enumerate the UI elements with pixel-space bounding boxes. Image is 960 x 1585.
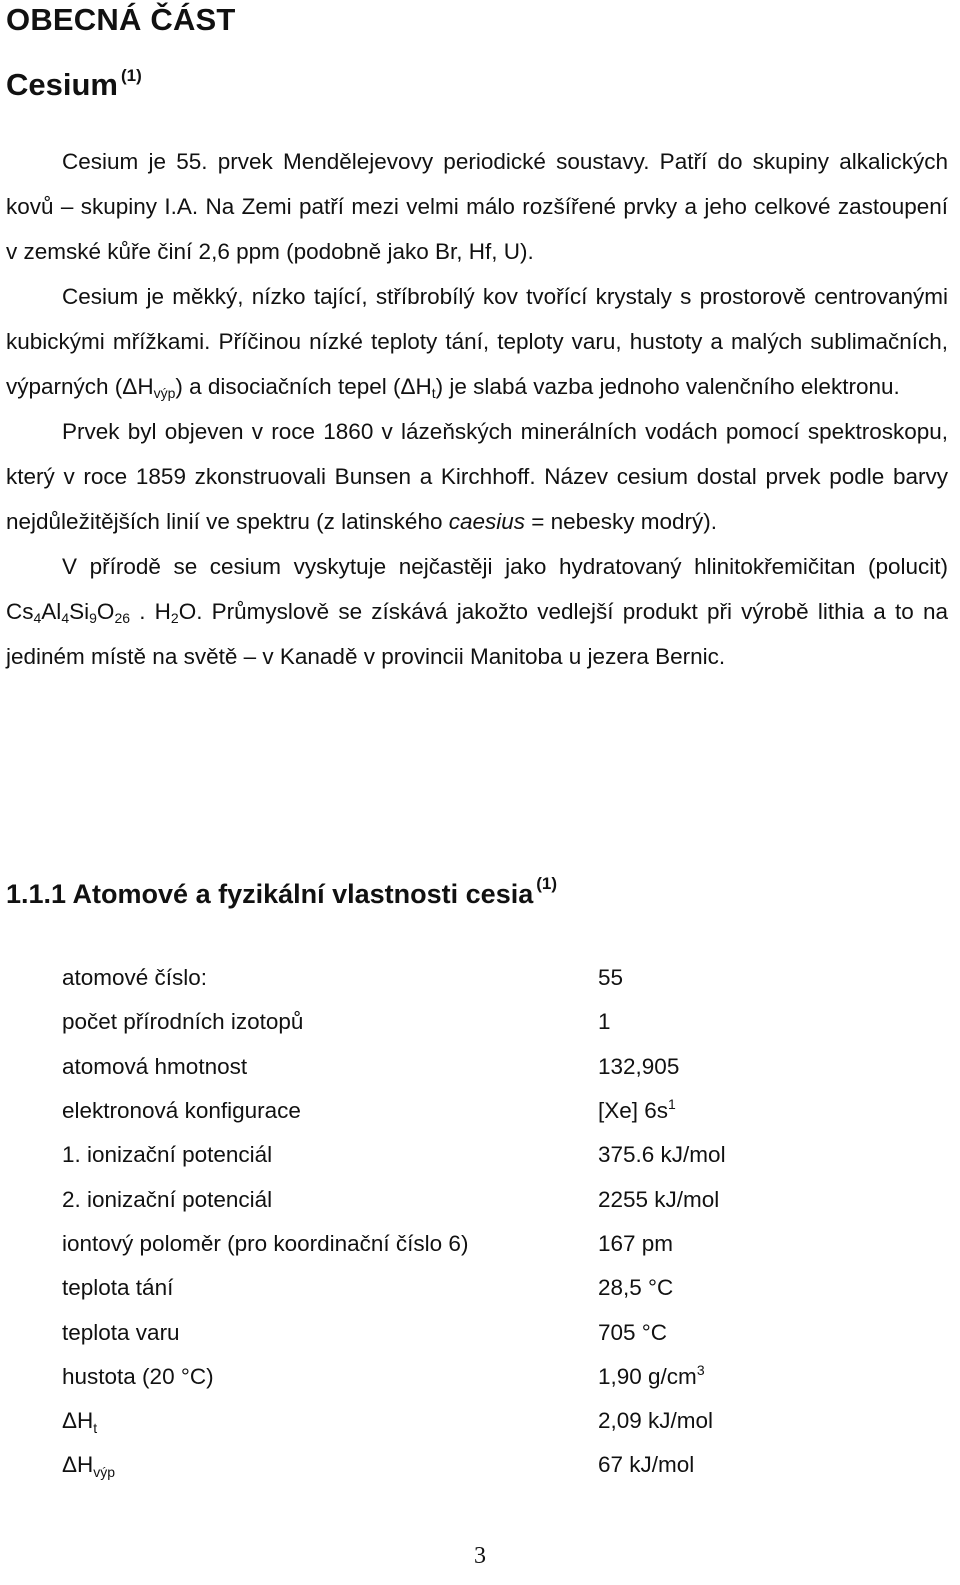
paragraph-text: Cesium je 55. prvek Mendělejevovy periodické soustavy. Patří do skupiny alkalických kovů – skupiny I.A. Na Zemi patří mezi velmi málo rozšířené prvky a jeho celkové zastoupení v zemské kůře činí 2,6 ppm (podobně jako Br, Hf, U).: [6, 149, 948, 264]
section-heading-text: 1.1.1 Atomové a fyzikální vlastnosti cesia: [6, 879, 534, 909]
subscript: 4: [33, 610, 42, 626]
property-value: 55: [598, 965, 624, 991]
page-number: 3: [474, 1543, 486, 1569]
subscript: t: [431, 385, 436, 401]
subscript: 4: [61, 610, 70, 626]
property-value: 375.6 kJ/mol: [598, 1142, 726, 1168]
paragraph-text: Cesium je měkký, nízko tající, stříbrobílý kov tvořící krystaly s prostorově centrovanými kubickými mřížkami. Příčinou nízké teploty tání, teploty varu, hustoty a malých sublimačních, výparných (: [6, 284, 948, 399]
paragraph-text: ) a disociačních tepel (: [175, 374, 401, 399]
property-row: [62, 1222, 942, 1266]
property-label: elektronová konfigurace: [62, 1098, 301, 1124]
properties-table: [62, 956, 942, 1488]
property-row: [62, 1266, 942, 1310]
property-row: [62, 1177, 942, 1221]
subscript: t: [93, 1420, 98, 1437]
formula-part: . H: [130, 599, 171, 624]
property-label: 2. ionizační potenciál: [62, 1186, 273, 1212]
paragraph-properties: [6, 274, 948, 409]
property-row: [62, 1399, 942, 1443]
property-row: [62, 1133, 942, 1177]
property-row: [62, 1089, 942, 1133]
formula-part: Si: [69, 599, 90, 624]
delta-h-symbol: ΔH: [62, 1408, 94, 1434]
paragraph-discovery: [6, 409, 948, 544]
property-value: 132,905: [598, 1053, 680, 1079]
property-row: [62, 1355, 942, 1399]
subscript: 9: [89, 610, 97, 626]
property-row: [62, 1000, 942, 1044]
property-row: [62, 1443, 942, 1487]
property-value: [598, 1361, 942, 1390]
property-value: 1: [598, 1009, 611, 1035]
superscript: 1: [668, 1096, 676, 1113]
element-heading-text: Cesium: [6, 67, 118, 102]
property-label: teplota varu: [62, 1319, 180, 1345]
formula-part: O: [96, 599, 115, 624]
latin-term: caesius: [448, 509, 526, 534]
delta-h-symbol: ΔH: [122, 374, 154, 399]
paragraph-occurrence: [6, 544, 948, 679]
property-value: 167 pm: [598, 1230, 674, 1256]
paragraph-text: ) je slabá vazba jednoho valenčního elektronu.: [435, 374, 900, 399]
superscript: 3: [696, 1361, 705, 1378]
element-heading: [6, 66, 142, 103]
paragraph-introduction: [6, 139, 948, 274]
paragraph-text: V přírodě se cesium vyskytuje nejčastěji jako hydratovaný hlinitokřemičitan (polucit) Cs: [6, 554, 948, 624]
property-label: 1. ionizační potenciál: [62, 1142, 273, 1168]
delta-h-symbol: ΔH: [400, 374, 432, 399]
property-label: teplota tání: [62, 1275, 174, 1301]
section-heading: [6, 874, 557, 910]
property-label: [62, 1408, 598, 1437]
subscript: 2: [170, 610, 179, 626]
paragraph-text: = nebesky modrý).: [525, 509, 717, 534]
property-label: atomová hmotnost: [62, 1053, 248, 1079]
paragraph-text: O. Průmyslově se získává jakožto vedlejší produkt při výrobě lithia a to na jediném místě na světě – v Kanadě v provincii Manitoba u jezera Bernic.: [6, 599, 948, 669]
property-value: 2255 kJ/mol: [598, 1186, 720, 1212]
page-heading: OBECNÁ ČÁST: [6, 2, 236, 37]
subscript: výp: [93, 1464, 116, 1481]
reference-marker: (1): [120, 66, 142, 85]
formula-part: Al: [41, 599, 62, 624]
property-value: 2,09 kJ/mol: [598, 1408, 714, 1434]
property-value: [598, 1098, 942, 1124]
subscript: výp: [153, 385, 176, 401]
property-row: [62, 956, 942, 1000]
subscript: 26: [114, 610, 131, 626]
body-text: [6, 139, 948, 679]
property-label: iontový poloměr (pro koordinační číslo 6): [62, 1230, 469, 1256]
property-value-text: [Xe] 6s: [598, 1098, 669, 1124]
property-value: 28,5 °C: [598, 1275, 674, 1301]
paragraph-text: Prvek byl objeven v roce 1860 v lázeňských minerálních vodách pomocí spektroskopu, který v roce 1859 zkonstruovali Bunsen a Kirchhoff. Název cesium dostal prvek podle barvy nejdůležitějších linií ve spektru (z latinského: [6, 419, 948, 534]
property-row: [62, 1045, 942, 1089]
property-value: 67 kJ/mol: [598, 1452, 695, 1478]
reference-marker: (1): [536, 874, 558, 893]
delta-h-symbol: ΔH: [62, 1452, 94, 1478]
property-row: [62, 1310, 942, 1354]
property-label: [62, 1452, 598, 1481]
property-label: počet přírodních izotopů: [62, 1009, 304, 1035]
property-label: atomové číslo:: [62, 965, 208, 991]
property-value-text: 1,90 g/cm: [598, 1363, 697, 1389]
property-value: 705 °C: [598, 1319, 668, 1345]
property-label: hustota (20 °C): [62, 1363, 214, 1389]
